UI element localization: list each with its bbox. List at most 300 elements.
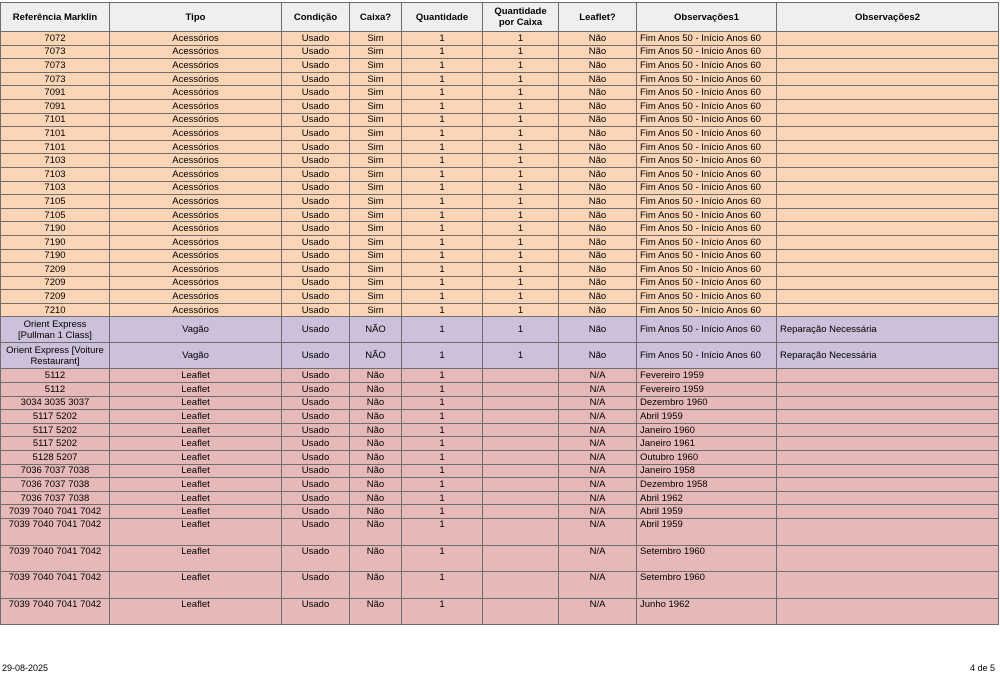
cell-observacoes2 (777, 572, 999, 599)
table-row (1, 519, 999, 546)
table-row (1, 263, 999, 277)
cell-caixa: Sim (350, 290, 402, 304)
cell-observacoes2 (777, 276, 999, 290)
cell-tipo: Leaflet (110, 545, 282, 572)
cell-quantidade-por-caixa: 1 (483, 181, 559, 195)
cell-caixa: Sim (350, 181, 402, 195)
cell-condicao: Usado (282, 505, 350, 519)
table-row (1, 249, 999, 263)
cell-tipo: Acessórios (110, 195, 282, 209)
cell-observacoes1: Fim Anos 50 - Início Anos 60 (637, 45, 777, 59)
cell-observacoes2 (777, 303, 999, 317)
cell-quantidade: 1 (402, 451, 483, 465)
cell-referencia: 7103 (1, 167, 110, 181)
header-caixa: Caixa? (350, 3, 402, 32)
cell-tipo: Leaflet (110, 491, 282, 505)
cell-referencia: 5112 (1, 369, 110, 383)
cell-leaflet: Não (559, 235, 637, 249)
cell-observacoes2 (777, 249, 999, 263)
cell-caixa: Sim (350, 167, 402, 181)
cell-caixa: Não (350, 383, 402, 397)
table-row (1, 45, 999, 59)
table-row (1, 276, 999, 290)
cell-quantidade-por-caixa: 1 (483, 290, 559, 304)
cell-tipo: Leaflet (110, 505, 282, 519)
cell-referencia: 7039 7040 7041 7042 (1, 598, 110, 625)
cell-quantidade-por-caixa (483, 545, 559, 572)
cell-tipo: Acessórios (110, 113, 282, 127)
cell-leaflet: N/A (559, 369, 637, 383)
cell-tipo: Acessórios (110, 59, 282, 73)
cell-quantidade-por-caixa: 1 (483, 195, 559, 209)
cell-tipo: Vagão (110, 317, 282, 343)
cell-referencia: 7103 (1, 154, 110, 168)
cell-observacoes1: Fim Anos 50 - Início Anos 60 (637, 195, 777, 209)
cell-referencia: 7039 7040 7041 7042 (1, 572, 110, 599)
cell-condicao: Usado (282, 396, 350, 410)
table-row (1, 154, 999, 168)
cell-condicao: Usado (282, 303, 350, 317)
cell-leaflet: N/A (559, 505, 637, 519)
cell-quantidade: 1 (402, 195, 483, 209)
cell-quantidade-por-caixa (483, 478, 559, 492)
header-observacoes1: Observações1 (637, 3, 777, 32)
cell-quantidade: 1 (402, 249, 483, 263)
cell-condicao: Usado (282, 140, 350, 154)
cell-referencia: 5117 5202 (1, 423, 110, 437)
cell-referencia: 7091 (1, 99, 110, 113)
cell-observacoes1: Fim Anos 50 - Início Anos 60 (637, 154, 777, 168)
cell-condicao: Usado (282, 59, 350, 73)
cell-observacoes1: Setembro 1960 (637, 572, 777, 599)
cell-observacoes1: Fim Anos 50 - Início Anos 60 (637, 32, 777, 46)
cell-caixa: Sim (350, 208, 402, 222)
cell-leaflet: Não (559, 86, 637, 100)
cell-leaflet: N/A (559, 572, 637, 599)
cell-observacoes1: Fim Anos 50 - Início Anos 60 (637, 263, 777, 277)
cell-caixa: Sim (350, 59, 402, 73)
cell-quantidade: 1 (402, 276, 483, 290)
cell-quantidade: 1 (402, 491, 483, 505)
table-row (1, 181, 999, 195)
cell-observacoes1: Fim Anos 50 - Início Anos 60 (637, 222, 777, 236)
cell-tipo: Acessórios (110, 154, 282, 168)
cell-quantidade-por-caixa: 1 (483, 263, 559, 277)
cell-caixa: Não (350, 369, 402, 383)
cell-caixa: NÃO (350, 317, 402, 343)
cell-quantidade-por-caixa (483, 423, 559, 437)
cell-tipo: Leaflet (110, 369, 282, 383)
cell-condicao: Usado (282, 478, 350, 492)
cell-observacoes1: Dezembro 1958 (637, 478, 777, 492)
table-row (1, 369, 999, 383)
cell-condicao: Usado (282, 195, 350, 209)
cell-condicao: Usado (282, 235, 350, 249)
cell-referencia: 7073 (1, 72, 110, 86)
cell-quantidade: 1 (402, 423, 483, 437)
inventory-table (0, 2, 999, 625)
cell-referencia: 7072 (1, 32, 110, 46)
cell-condicao: Usado (282, 343, 350, 369)
cell-tipo: Leaflet (110, 519, 282, 546)
cell-quantidade-por-caixa: 1 (483, 317, 559, 343)
cell-quantidade: 1 (402, 154, 483, 168)
cell-quantidade-por-caixa: 1 (483, 140, 559, 154)
cell-quantidade-por-caixa: 1 (483, 32, 559, 46)
cell-caixa: Sim (350, 195, 402, 209)
cell-observacoes1: Janeiro 1958 (637, 464, 777, 478)
cell-caixa: Não (350, 572, 402, 599)
cell-leaflet: Não (559, 154, 637, 168)
cell-tipo: Acessórios (110, 208, 282, 222)
cell-condicao: Usado (282, 317, 350, 343)
cell-condicao: Usado (282, 113, 350, 127)
cell-observacoes2 (777, 86, 999, 100)
cell-quantidade-por-caixa: 1 (483, 127, 559, 141)
cell-caixa: Sim (350, 222, 402, 236)
table-row (1, 343, 999, 369)
cell-quantidade: 1 (402, 167, 483, 181)
cell-leaflet: Não (559, 45, 637, 59)
cell-observacoes2 (777, 181, 999, 195)
cell-quantidade: 1 (402, 235, 483, 249)
cell-referencia: 7101 (1, 127, 110, 141)
cell-caixa: Sim (350, 303, 402, 317)
cell-condicao: Usado (282, 99, 350, 113)
cell-leaflet: N/A (559, 451, 637, 465)
cell-caixa: Não (350, 519, 402, 546)
table-row (1, 598, 999, 625)
cell-referencia: 7209 (1, 276, 110, 290)
cell-observacoes1: Abril 1959 (637, 519, 777, 546)
cell-leaflet: Não (559, 303, 637, 317)
cell-leaflet: N/A (559, 519, 637, 546)
cell-quantidade-por-caixa: 1 (483, 235, 559, 249)
cell-referencia: 7039 7040 7041 7042 (1, 545, 110, 572)
table-row (1, 32, 999, 46)
cell-observacoes2 (777, 478, 999, 492)
cell-referencia: 7101 (1, 140, 110, 154)
cell-quantidade-por-caixa: 1 (483, 99, 559, 113)
cell-leaflet: Não (559, 72, 637, 86)
cell-quantidade: 1 (402, 45, 483, 59)
cell-tipo: Acessórios (110, 235, 282, 249)
cell-quantidade: 1 (402, 113, 483, 127)
cell-condicao: Usado (282, 598, 350, 625)
cell-observacoes1: Fim Anos 50 - Início Anos 60 (637, 303, 777, 317)
cell-observacoes1: Fim Anos 50 - Início Anos 60 (637, 208, 777, 222)
cell-quantidade: 1 (402, 396, 483, 410)
cell-quantidade-por-caixa (483, 572, 559, 599)
table-row (1, 451, 999, 465)
cell-observacoes2 (777, 464, 999, 478)
cell-tipo: Acessórios (110, 263, 282, 277)
cell-observacoes1: Fim Anos 50 - Início Anos 60 (637, 72, 777, 86)
cell-leaflet: Não (559, 167, 637, 181)
table-row (1, 383, 999, 397)
table-row (1, 396, 999, 410)
cell-observacoes2 (777, 545, 999, 572)
cell-observacoes1: Fim Anos 50 - Início Anos 60 (637, 99, 777, 113)
cell-observacoes1: Abril 1959 (637, 410, 777, 424)
cell-quantidade: 1 (402, 383, 483, 397)
cell-observacoes2 (777, 491, 999, 505)
cell-observacoes2 (777, 59, 999, 73)
cell-referencia: 7190 (1, 235, 110, 249)
cell-quantidade: 1 (402, 519, 483, 546)
cell-leaflet: Não (559, 343, 637, 369)
cell-condicao: Usado (282, 491, 350, 505)
cell-condicao: Usado (282, 86, 350, 100)
cell-quantidade: 1 (402, 478, 483, 492)
cell-leaflet: Não (559, 317, 637, 343)
cell-quantidade-por-caixa: 1 (483, 113, 559, 127)
cell-caixa: Não (350, 478, 402, 492)
cell-tipo: Leaflet (110, 598, 282, 625)
cell-caixa: Não (350, 451, 402, 465)
cell-condicao: Usado (282, 45, 350, 59)
cell-caixa: Sim (350, 154, 402, 168)
cell-caixa: Sim (350, 113, 402, 127)
cell-quantidade-por-caixa: 1 (483, 222, 559, 236)
header-quantidade: Quantidade (402, 3, 483, 32)
table-row (1, 86, 999, 100)
cell-quantidade-por-caixa: 1 (483, 249, 559, 263)
cell-quantidade: 1 (402, 437, 483, 451)
cell-tipo: Acessórios (110, 181, 282, 195)
cell-quantidade: 1 (402, 72, 483, 86)
cell-quantidade: 1 (402, 343, 483, 369)
cell-observacoes1: Fim Anos 50 - Início Anos 60 (637, 59, 777, 73)
cell-quantidade-por-caixa: 1 (483, 59, 559, 73)
cell-tipo: Acessórios (110, 99, 282, 113)
cell-quantidade: 1 (402, 86, 483, 100)
cell-leaflet: N/A (559, 545, 637, 572)
cell-observacoes1: Fim Anos 50 - Início Anos 60 (637, 317, 777, 343)
table-body (1, 32, 999, 625)
cell-tipo: Acessórios (110, 127, 282, 141)
cell-quantidade-por-caixa (483, 451, 559, 465)
table-row (1, 464, 999, 478)
table-row (1, 208, 999, 222)
table-row (1, 72, 999, 86)
cell-condicao: Usado (282, 127, 350, 141)
cell-quantidade: 1 (402, 140, 483, 154)
cell-leaflet: Não (559, 127, 637, 141)
cell-observacoes1: Fim Anos 50 - Início Anos 60 (637, 290, 777, 304)
cell-caixa: NÃO (350, 343, 402, 369)
cell-leaflet: Não (559, 290, 637, 304)
table-row (1, 303, 999, 317)
cell-condicao: Usado (282, 451, 350, 465)
table-row (1, 317, 999, 343)
cell-quantidade-por-caixa: 1 (483, 86, 559, 100)
cell-observacoes1: Setembro 1960 (637, 545, 777, 572)
cell-quantidade: 1 (402, 464, 483, 478)
cell-quantidade: 1 (402, 222, 483, 236)
cell-condicao: Usado (282, 32, 350, 46)
cell-leaflet: Não (559, 249, 637, 263)
cell-observacoes1: Fim Anos 50 - Início Anos 60 (637, 235, 777, 249)
cell-leaflet: Não (559, 276, 637, 290)
cell-referencia: 7039 7040 7041 7042 (1, 519, 110, 546)
cell-condicao: Usado (282, 464, 350, 478)
cell-observacoes2 (777, 208, 999, 222)
cell-referencia: 7036 7037 7038 (1, 478, 110, 492)
table-row (1, 437, 999, 451)
cell-referencia: 5117 5202 (1, 437, 110, 451)
cell-caixa: Sim (350, 86, 402, 100)
cell-condicao: Usado (282, 410, 350, 424)
cell-observacoes1: Fim Anos 50 - Início Anos 60 (637, 343, 777, 369)
table-row (1, 222, 999, 236)
cell-quantidade-por-caixa: 1 (483, 303, 559, 317)
cell-caixa: Sim (350, 127, 402, 141)
cell-caixa: Não (350, 423, 402, 437)
cell-observacoes2 (777, 383, 999, 397)
cell-observacoes2 (777, 222, 999, 236)
cell-observacoes2 (777, 72, 999, 86)
cell-quantidade-por-caixa: 1 (483, 343, 559, 369)
cell-observacoes2 (777, 140, 999, 154)
cell-quantidade: 1 (402, 127, 483, 141)
cell-quantidade-por-caixa (483, 396, 559, 410)
cell-observacoes2 (777, 423, 999, 437)
cell-observacoes1: Fim Anos 50 - Início Anos 60 (637, 86, 777, 100)
cell-tipo: Acessórios (110, 290, 282, 304)
cell-observacoes1: Abril 1959 (637, 505, 777, 519)
cell-referencia: 7209 (1, 263, 110, 277)
cell-observacoes2 (777, 437, 999, 451)
cell-referencia: 7101 (1, 113, 110, 127)
footer-date: 29-08-2025 (2, 663, 49, 673)
cell-observacoes1: Fim Anos 50 - Início Anos 60 (637, 127, 777, 141)
cell-condicao: Usado (282, 181, 350, 195)
cell-tipo: Acessórios (110, 45, 282, 59)
cell-leaflet: N/A (559, 423, 637, 437)
cell-observacoes2 (777, 598, 999, 625)
cell-quantidade: 1 (402, 410, 483, 424)
cell-leaflet: Não (559, 222, 637, 236)
table-row (1, 59, 999, 73)
cell-condicao: Usado (282, 222, 350, 236)
cell-tipo: Acessórios (110, 303, 282, 317)
cell-quantidade: 1 (402, 290, 483, 304)
cell-leaflet: Não (559, 140, 637, 154)
cell-observacoes1: Dezembro 1960 (637, 396, 777, 410)
cell-observacoes1: Fevereiro 1959 (637, 369, 777, 383)
cell-quantidade-por-caixa (483, 519, 559, 546)
cell-condicao: Usado (282, 208, 350, 222)
cell-referencia: 5117 5202 (1, 410, 110, 424)
cell-referencia: Orient Express [Pullman 1 Class] (1, 317, 110, 343)
cell-quantidade-por-caixa (483, 505, 559, 519)
cell-observacoes2 (777, 451, 999, 465)
header-observacoes2: Observações2 (777, 3, 999, 32)
cell-observacoes2 (777, 263, 999, 277)
cell-condicao: Usado (282, 369, 350, 383)
cell-referencia: 7039 7040 7041 7042 (1, 505, 110, 519)
cell-quantidade: 1 (402, 505, 483, 519)
cell-caixa: Sim (350, 263, 402, 277)
cell-caixa: Sim (350, 276, 402, 290)
table-row (1, 235, 999, 249)
cell-tipo: Leaflet (110, 572, 282, 599)
cell-observacoes1: Janeiro 1960 (637, 423, 777, 437)
cell-tipo: Leaflet (110, 423, 282, 437)
cell-referencia: 7073 (1, 45, 110, 59)
cell-caixa: Sim (350, 235, 402, 249)
cell-referencia: 7103 (1, 181, 110, 195)
cell-observacoes2 (777, 396, 999, 410)
cell-referencia: 3034 3035 3037 (1, 396, 110, 410)
cell-leaflet: Não (559, 32, 637, 46)
cell-observacoes1: Fim Anos 50 - Início Anos 60 (637, 276, 777, 290)
cell-quantidade: 1 (402, 598, 483, 625)
cell-quantidade: 1 (402, 208, 483, 222)
table-row (1, 545, 999, 572)
cell-quantidade-por-caixa: 1 (483, 167, 559, 181)
cell-observacoes2 (777, 505, 999, 519)
cell-tipo: Acessórios (110, 32, 282, 46)
cell-referencia: 7190 (1, 249, 110, 263)
cell-referencia: 7036 7037 7038 (1, 491, 110, 505)
cell-quantidade: 1 (402, 181, 483, 195)
table-row (1, 478, 999, 492)
cell-observacoes2 (777, 369, 999, 383)
cell-observacoes2 (777, 154, 999, 168)
cell-observacoes1: Janeiro 1961 (637, 437, 777, 451)
cell-referencia: 7036 7037 7038 (1, 464, 110, 478)
cell-caixa: Não (350, 437, 402, 451)
cell-quantidade: 1 (402, 369, 483, 383)
cell-leaflet: N/A (559, 598, 637, 625)
cell-quantidade-por-caixa (483, 464, 559, 478)
cell-caixa: Sim (350, 249, 402, 263)
cell-condicao: Usado (282, 154, 350, 168)
cell-leaflet: Não (559, 195, 637, 209)
cell-quantidade: 1 (402, 545, 483, 572)
cell-referencia: Orient Express [Voiture Restaurant] (1, 343, 110, 369)
table-row (1, 167, 999, 181)
header-row (1, 3, 999, 32)
cell-observacoes1: Fim Anos 50 - Início Anos 60 (637, 167, 777, 181)
cell-quantidade-por-caixa (483, 410, 559, 424)
table-row (1, 491, 999, 505)
cell-observacoes1: Fim Anos 50 - Início Anos 60 (637, 249, 777, 263)
cell-observacoes2 (777, 410, 999, 424)
cell-observacoes1: Outubro 1960 (637, 451, 777, 465)
cell-quantidade-por-caixa: 1 (483, 276, 559, 290)
cell-leaflet: Não (559, 59, 637, 73)
table-row (1, 290, 999, 304)
cell-referencia: 5112 (1, 383, 110, 397)
cell-quantidade: 1 (402, 572, 483, 599)
cell-observacoes2 (777, 45, 999, 59)
cell-quantidade: 1 (402, 59, 483, 73)
cell-referencia: 7105 (1, 195, 110, 209)
cell-tipo: Leaflet (110, 383, 282, 397)
cell-observacoes2 (777, 113, 999, 127)
cell-quantidade-por-caixa (483, 598, 559, 625)
cell-tipo: Leaflet (110, 478, 282, 492)
header-referencia: Referência Marklin (1, 3, 110, 32)
cell-referencia: 7209 (1, 290, 110, 304)
cell-leaflet: N/A (559, 491, 637, 505)
cell-condicao: Usado (282, 437, 350, 451)
cell-leaflet: Não (559, 208, 637, 222)
cell-quantidade: 1 (402, 32, 483, 46)
